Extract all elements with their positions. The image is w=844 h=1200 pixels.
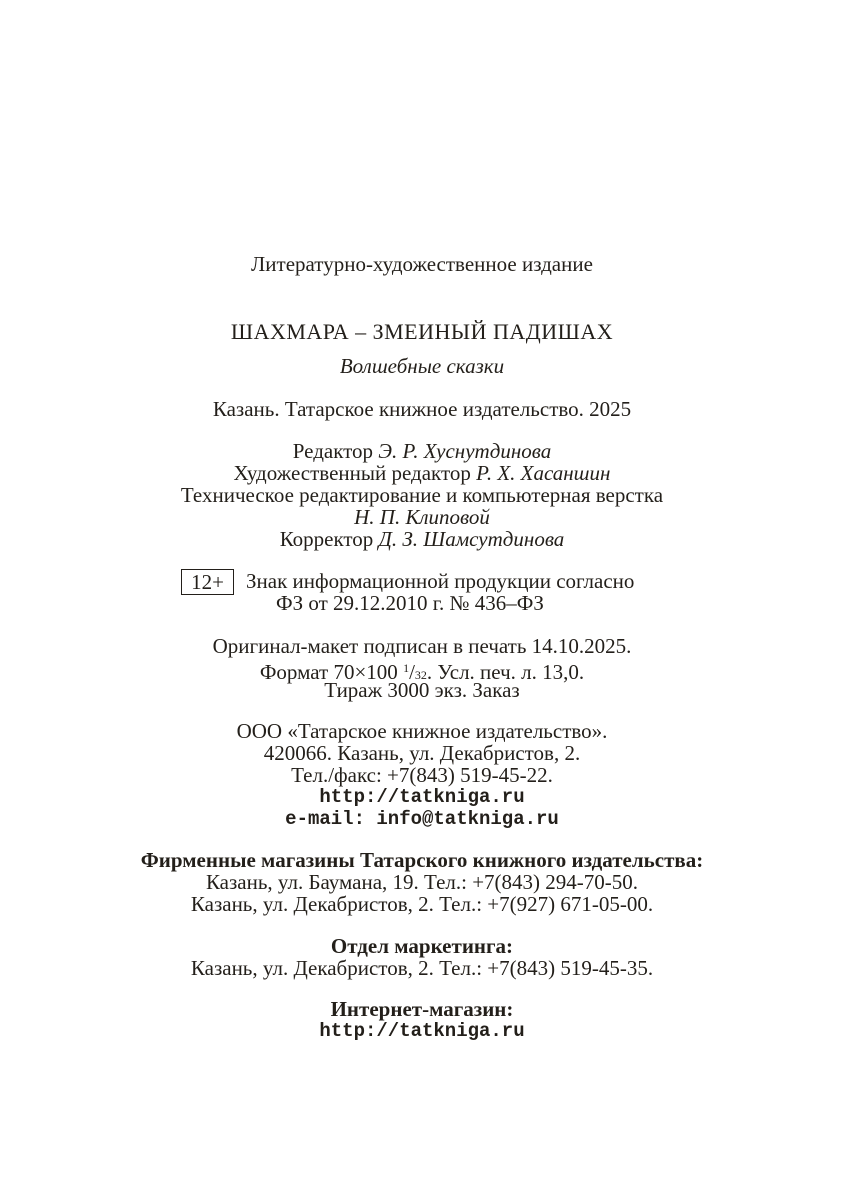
marketing-heading: Отдел маркетинга:: [330, 934, 514, 958]
edition-type: Литературно-художественное издание: [251, 252, 593, 276]
credit-tech-role: Техническое редактирование и компьютерная верстка: [180, 483, 664, 507]
credit-editor: [0, 439, 844, 463]
publisher-website-link[interactable]: http://tatkniga.ru: [319, 786, 525, 808]
credit-name: Р. Х. Хасаншин: [476, 461, 611, 485]
credit-tech-name: Н. П. Клиповой: [354, 505, 490, 529]
credit-role: Редактор: [292, 439, 374, 463]
age-rating-text-2: ФЗ от 29.12.2010 г. № 436–ФЗ: [276, 591, 544, 615]
publisher-name: ООО «Татарское книжное издательство».: [236, 719, 608, 743]
credit-name: Д. З. Шамсутдинова: [378, 527, 565, 551]
publisher-address: 420066. Казань, ул. Декабристов, 2.: [263, 741, 581, 765]
credit-name: Э. Р. Хуснутдинова: [378, 439, 552, 463]
age-rating-badge: 12+: [181, 569, 234, 595]
credit-role: Корректор: [279, 527, 374, 551]
marketing-address: Казань, ул. Декабристов, 2. Тел.: +7(843) 519-45-35.: [190, 956, 654, 980]
publisher-email-link[interactable]: e-mail: info@tatkniga.ru: [285, 808, 559, 830]
print-run: Тираж 3000 экз. Заказ: [324, 678, 520, 702]
age-rating-text-1: Знак информационной продукции согласно: [246, 569, 635, 593]
format-denominator: 32: [414, 668, 427, 682]
format-suffix: . Усл. печ. л. 13,0.: [426, 660, 585, 684]
credit-art-editor: [0, 461, 844, 485]
print-signed: Оригинал-макет подписан в печать 14.10.2025.: [212, 634, 632, 658]
imprint-line: Казань. Татарское книжное издательство. 2025: [212, 397, 632, 421]
book-subtitle: Волшебные сказки: [339, 354, 505, 378]
credit-role: Художественный редактор: [233, 461, 471, 485]
online-store-link[interactable]: http://tatkniga.ru: [319, 1020, 525, 1042]
store-address: Казань, ул. Баумана, 19. Тел.: +7(843) 294-70-50.: [205, 870, 639, 894]
credit-proofreader: [0, 527, 844, 551]
format-numerator: 1: [403, 661, 410, 675]
publisher-phone: Тел./факс: +7(843) 519-45-22.: [291, 763, 553, 787]
format-prefix: Формат 70×100: [259, 660, 404, 684]
stores-heading: Фирменные магазины Татарского книжного издательства:: [140, 848, 704, 872]
online-store-heading: Интернет-магазин:: [330, 997, 514, 1021]
print-format: Формат 70×100 $^1$/32. Усл. печ. л. 13,0.: [259, 660, 585, 684]
book-title: ШАХМАРА – ЗМЕИНЫЙ ПАДИШАХ: [230, 319, 614, 344]
store-address: Казань, ул. Декабристов, 2. Тел.: +7(927) 671-05-00.: [190, 892, 654, 916]
